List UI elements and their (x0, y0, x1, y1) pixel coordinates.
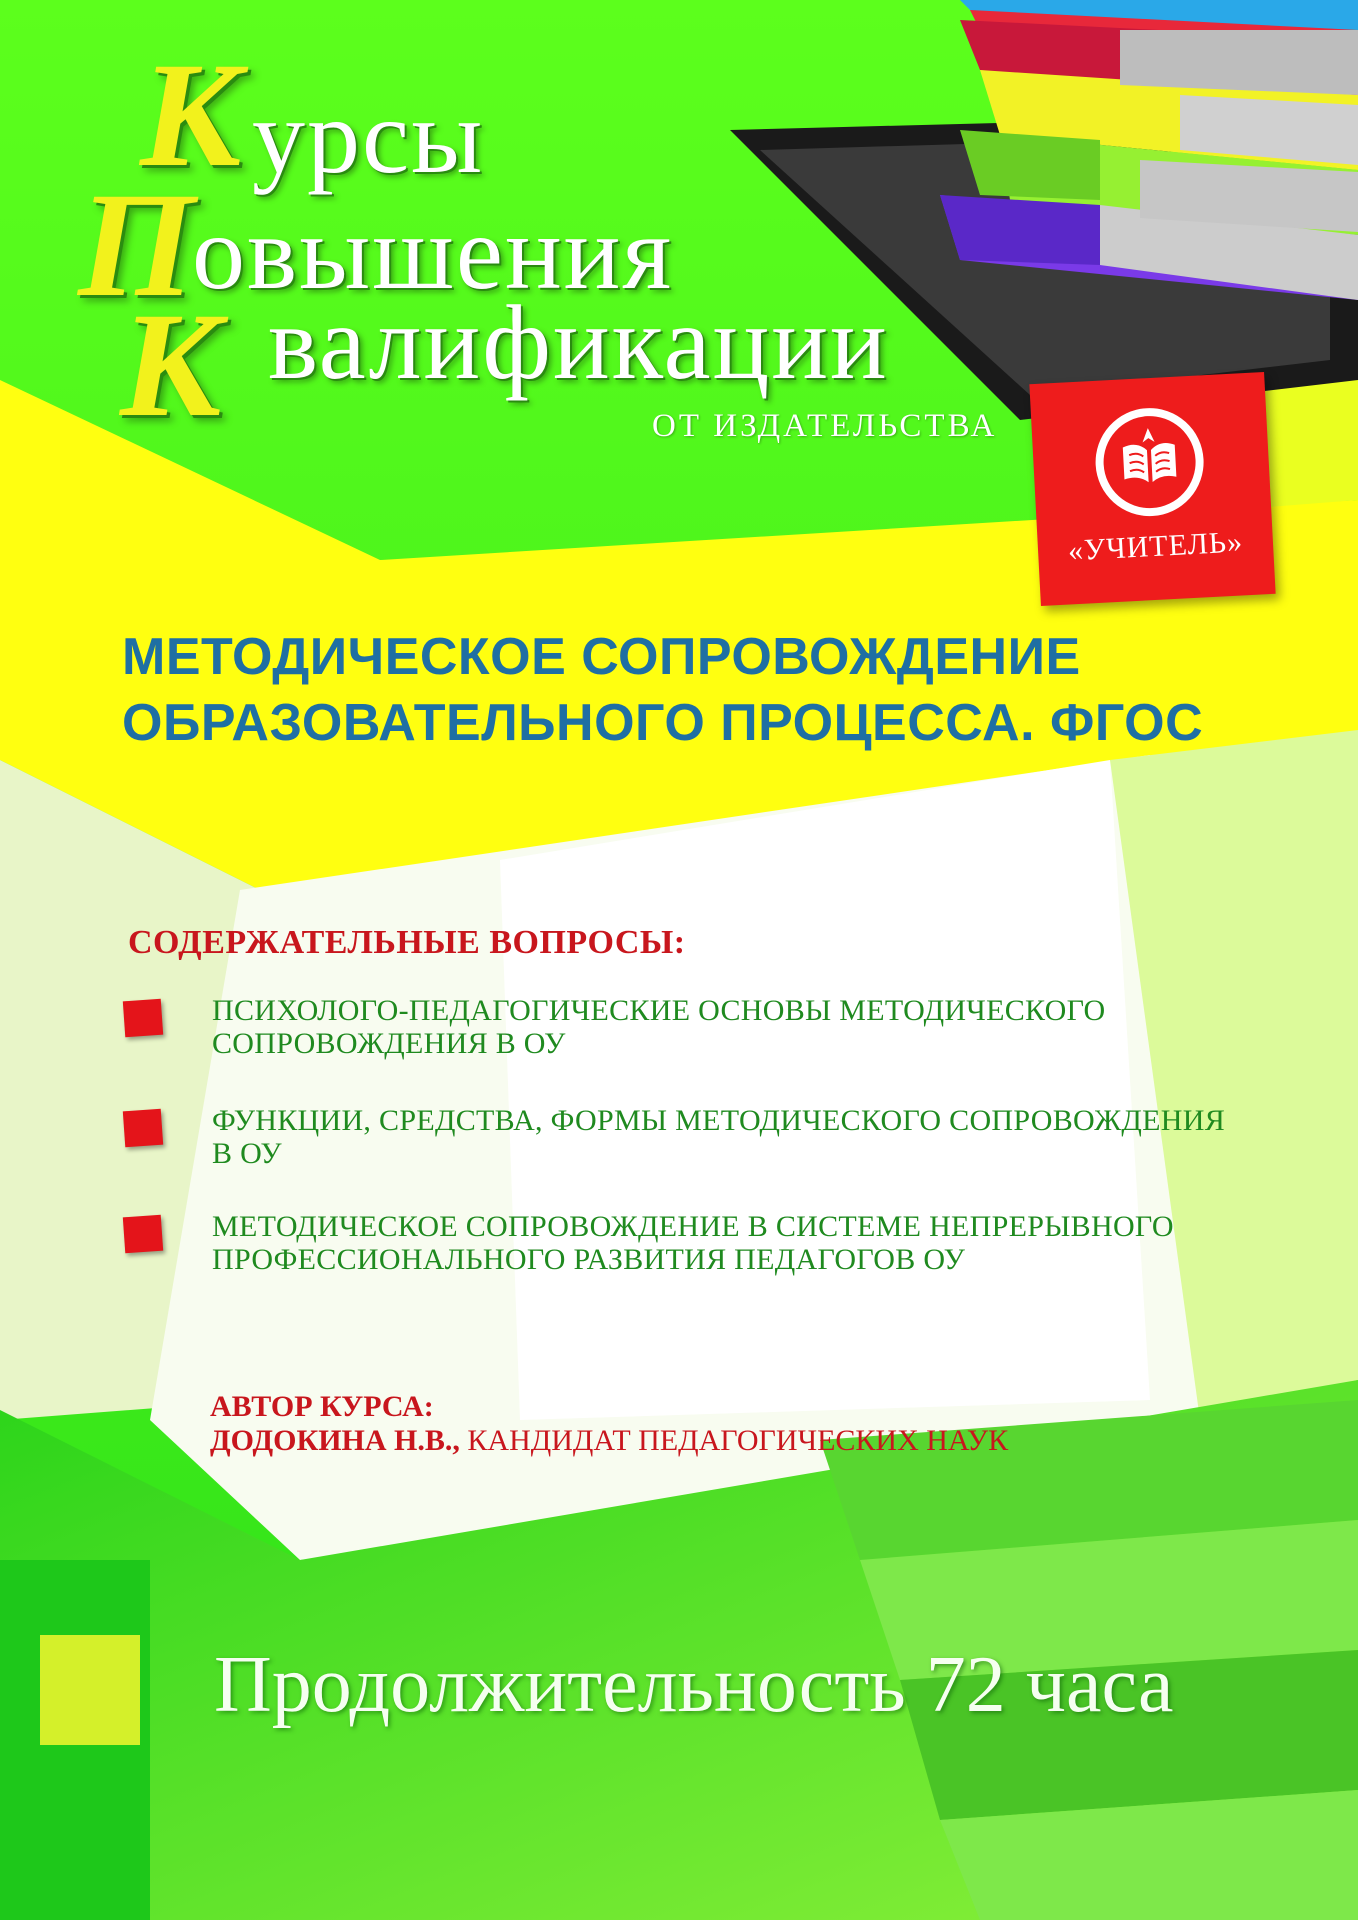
title-initial-3: К (120, 282, 222, 448)
title-word-1: урсы (252, 78, 485, 195)
author-label: АВТОР КУРСА: (210, 1390, 434, 1423)
red-square-bullet-icon (123, 1109, 163, 1148)
publisher-prefix: ОТ ИЗДАТЕЛЬСТВА (652, 408, 998, 444)
course-title-line-2: ОБРАЗОВАТЕЛЬНОГО ПРОЦЕССА. ФГОС (122, 694, 1204, 752)
question-line: ФУНКЦИИ, СРЕДСТВА, ФОРМЫ МЕТОДИЧЕСКОГО СОПРОВОЖДЕНИЯ (212, 1104, 1226, 1137)
question-text (212, 1104, 1272, 1170)
question-line: СОПРОВОЖДЕНИЯ В ОУ (212, 1027, 566, 1060)
author-name: ДОДОКИНА Н.В., (210, 1424, 460, 1457)
red-square-bullet-icon (123, 1215, 163, 1254)
question-text (212, 994, 1272, 1060)
questions-heading: СОДЕРЖАТЕЛЬНЫЕ ВОПРОСЫ: (128, 924, 686, 961)
author-line (210, 1424, 1008, 1458)
question-line: ПСИХОЛОГО-ПЕДАГОГИЧЕСКИЕ ОСНОВЫ МЕТОДИЧЕСКОГО (212, 994, 1106, 1027)
question-text (212, 1210, 1272, 1276)
course-duration: Продолжительность 72 часа (214, 1641, 1174, 1729)
publisher-name: «УЧИТЕЛЬ» (1067, 525, 1244, 568)
question-line: МЕТОДИЧЕСКОЕ СОПРОВОЖДЕНИЕ В СИСТЕМЕ НЕПРЕРЫВНОГО (212, 1210, 1174, 1243)
question-line: В ОУ (212, 1137, 282, 1170)
title-word-2: овышения (192, 194, 674, 311)
red-square-bullet-icon (123, 999, 163, 1038)
publisher-logo (1029, 372, 1275, 606)
title-initial-2: П (78, 162, 195, 328)
course-title-line-1: МЕТОДИЧЕСКОЕ СОПРОВОЖДЕНИЕ (122, 628, 1081, 686)
title-word-3: валификации (268, 284, 889, 401)
book-emblem-icon (1093, 405, 1207, 519)
question-line: ПРОФЕССИОНАЛЬНОГО РАЗВИТИЯ ПЕДАГОГОВ ОУ (212, 1243, 966, 1276)
author-degree: КАНДИДАТ ПЕДАГОГИЧЕСКИХ НАУК (459, 1424, 1009, 1457)
title-initial-1: К (140, 32, 242, 198)
course-title (122, 624, 1302, 756)
